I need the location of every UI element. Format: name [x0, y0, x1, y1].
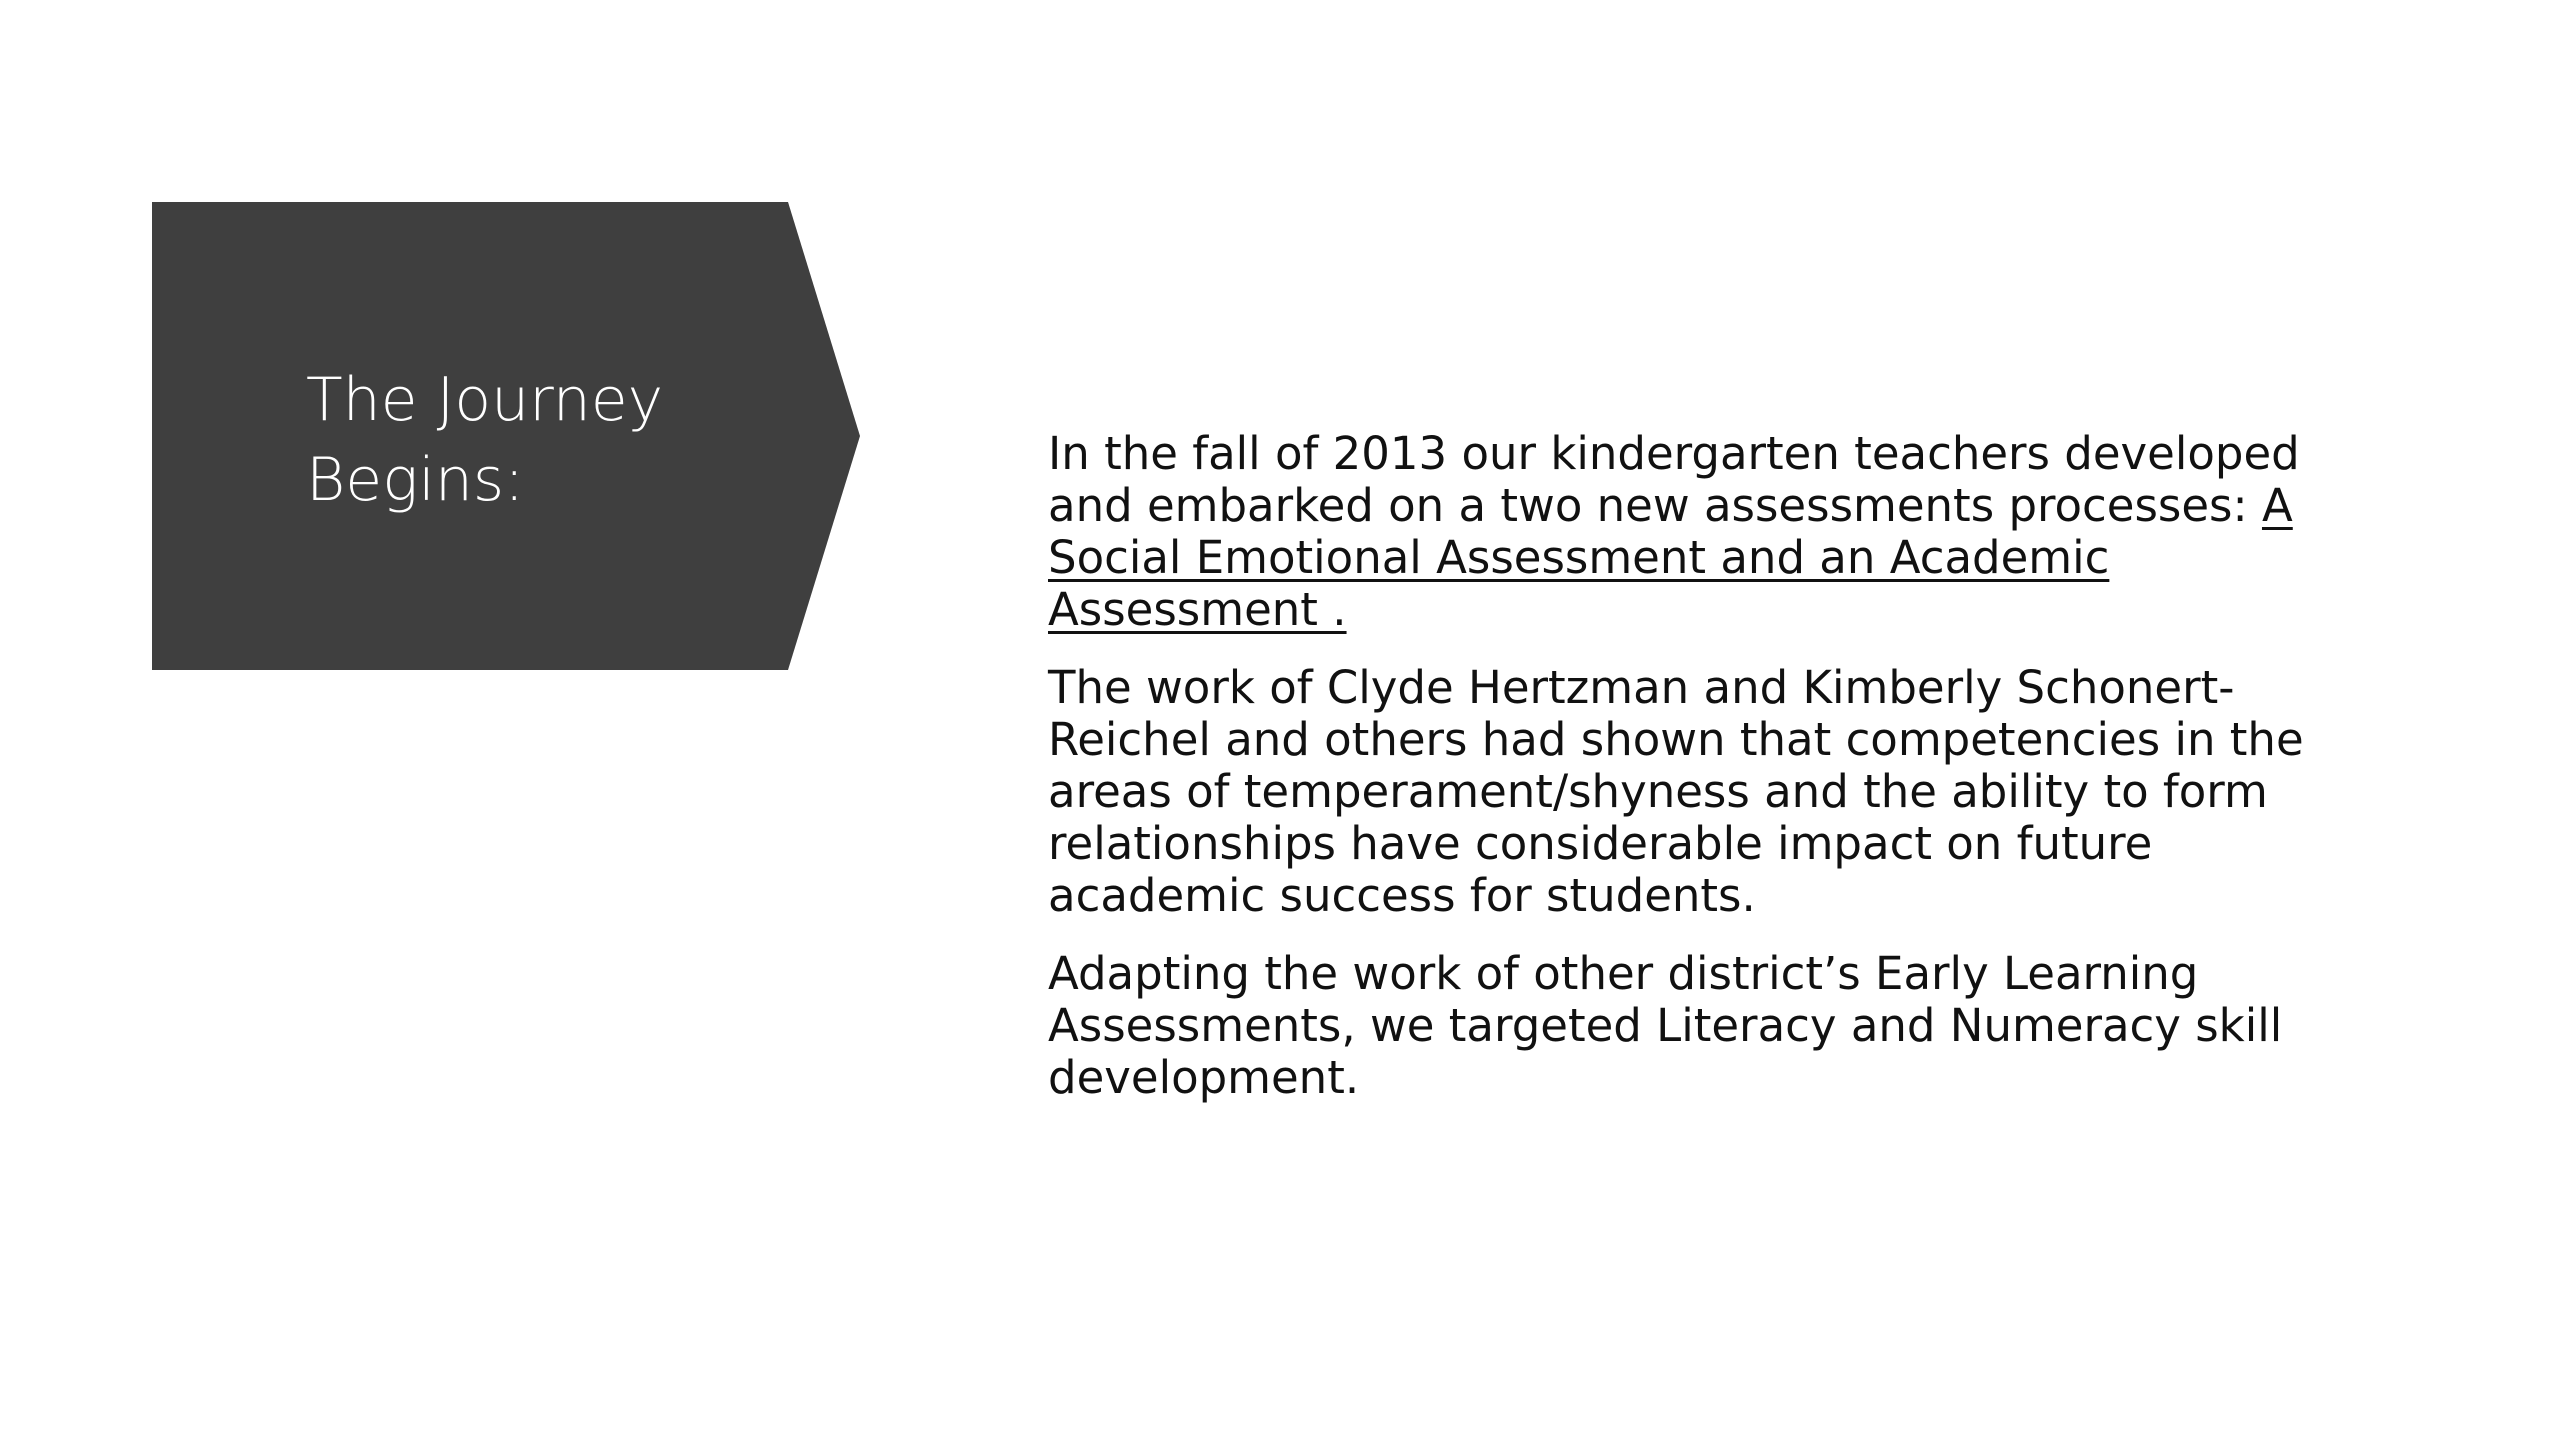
paragraph-2: The work of Clyde Hertzman and Kimberly Schonert-Reichel and others had shown that competencies in the areas of temperament/shyness and the ability to form relationships have considerable impact on future academic success for students.: [1048, 661, 2304, 922]
paragraph-1-underlined-text: A Social Emotional Assessment and an Academic Assessment .: [1048, 479, 2293, 636]
paragraph-1-text: In the fall of 2013 our kindergarten teachers developed and embarked on a two new assessments processes:: [1048, 427, 2300, 532]
paragraph-1: [1048, 428, 2338, 636]
slide-title: The Journey Begins:: [306, 365, 664, 515]
paragraph-3: Adapting the work of other district’s Early Learning Assessments, we targeted Literacy and Numeracy skill development.: [1048, 947, 2283, 1104]
slide-body: [1048, 428, 2338, 1130]
